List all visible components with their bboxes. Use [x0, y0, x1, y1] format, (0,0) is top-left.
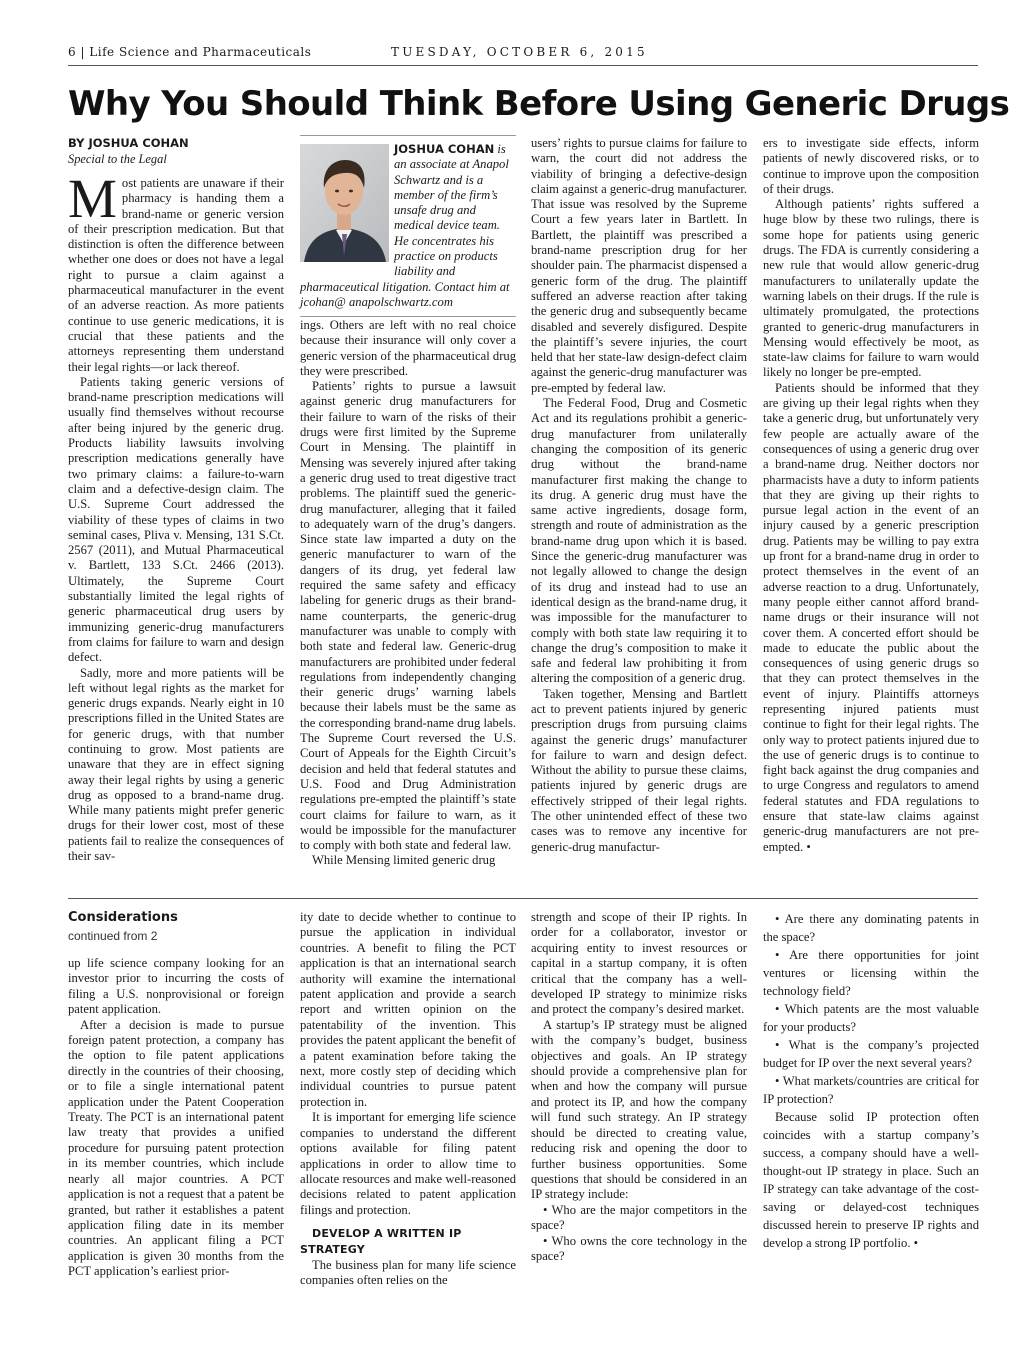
list-item: • Who owns the core technology in the space?	[531, 1233, 747, 1263]
list-item: • What is the company’s projected budget for IP over the next several years?	[763, 1038, 979, 1070]
list-item: • Which patents are the most valuable for your products?	[763, 1002, 979, 1034]
list-item: • Who are the major competitors in the space?	[531, 1202, 747, 1233]
article-paragraph: users’ rights to pursue claims for failure to warn, the court did not address the viability of bringing a defective-design claim against a generic-drug manufacturer. That issue was resolved by the Supreme Court a few years later in Bartlett. In Bartlett, the plaintiff was prescribed a brand-name prescription drug for her shoulder pain. The pharmacist dispensed a generic form of the drug. The plaintiff suffered an adverse reaction after taking the generic drug and subsequently became disabled and severely disfigured. Despite the plaintiff’s severe injuries, the court held that her state-law design-defect claim against the generic-drug manufacturer was pre-empted by federal law.	[531, 136, 747, 395]
list-item: • Are there opportunities for joint ventures or licensing within the technology field?	[763, 948, 979, 998]
page-number-section: 6 | Life Science and Pharmaceuticals	[68, 45, 312, 59]
author-bio-text	[300, 142, 516, 310]
article-paragraph: It is important for emerging life science companies to understand the different options available for filing patent applications in order to allow time to allocate resources and make well-reasoned decisions related to patent application filings and protection.	[300, 1110, 516, 1217]
article-column-3	[531, 136, 747, 855]
bio-description: is an associate at Anapol Schwartz and is a member of the firm’s unsafe drug and medical device team. He concentrates his practice on products liability and pharmaceutical litigation. Contact him at jcohan@ anapolschwartz.com	[300, 142, 510, 309]
article-column-2	[300, 318, 516, 869]
article-paragraph: Patients taking generic versions of brand-name prescription medications will usually find themselves without recourse after being injured by the generic drug. Products liability lawsuits involving prescription medications generally have two primary claims: a failure-to-warn claim and a defective-design claim. The U.S. Supreme Court addressed the viability of these types of claims in two seminal cases, Pliva v. Mensing, 131 S.Ct. 2567 (2011), and Mutual Pharmaceutical v. Bartlett, 133 S.Ct. 2466 (2013). Ultimately, the Supreme Court substantially limited the legal rights of generic pharmaceutical drug users by immunizing generic-drug manufacturers from claims for failure to warn and design defect.	[68, 374, 284, 665]
article-paragraph: Taken together, Mensing and Bartlett act to prevent patients injured by generic prescription drugs from pursuing claims against the generic drugs’ manufacturer for failure to warn and design defect. Without the ability to pursue these claims, patients injured by generic drugs are effectively stripped of their legal rights. The other unintended effect of these two cases was to remove any incentive for generic-drug manufactur-	[531, 686, 747, 854]
article-column-4	[763, 136, 979, 855]
list-item: • Are there any dominating patents in the space?	[763, 912, 979, 944]
article-paragraph: Although patients’ rights suffered a huge blow by these two rulings, there is some hope for patients using generic drugs. The FDA is currently considering a new rule that would allow generic-drug manufacturers to unilaterally update the warning labels on their drugs. If the rule is ultimately promulgated, the protections granted to generic-drug manufacturers in Mensing would effectively be moot, as state-law claims for failure to warn would likely no longer be pre-empted.	[763, 197, 979, 380]
issue-date: TUESDAY, OCTOBER 6, 2015	[391, 45, 648, 59]
author-bio-box	[300, 135, 516, 317]
article-paragraph: ity date to decide whether to continue to pursue the application in individual countries. A benefit to filing the PCT application is that an international search authority will examine the international patent application and provide a search report and written opinion on the patentability of the invention. This provides the patent applicant the benefit of a patent examination before taking the next, more costly step of deciding which individual countries to pursue patent protection in.	[300, 910, 516, 1109]
article-paragraph: strength and scope of their IP rights. In order for a collaborator, investor or acquiring entity to invest resources or capital in a startup company, it is often critical that the company has a well-developed IP strategy to minimize risks and protect the company’s desired market.	[531, 910, 747, 1017]
considerations-column-4	[763, 910, 979, 1252]
article-column-1	[68, 168, 284, 864]
article-paragraph: up life science company looking for an investor prior to incurring the costs of filing a U.S. nonprovisional or foreign patent application.	[68, 956, 284, 1017]
considerations-column-3	[531, 910, 747, 1264]
list-item: • What markets/countries are critical for IP protection?	[763, 1074, 979, 1106]
article-paragraph: The business plan for many life science companies often relies on the	[300, 1257, 516, 1288]
article-headline: Why You Should Think Before Using Generic Drugs	[68, 84, 1010, 124]
article-paragraph: ings. Others are left with no real choice because their insurance will only cover a generic version of the pharmaceutical drug they were prescribed.	[300, 318, 516, 378]
article-paragraph: Sadly, more and more patients will be left without legal rights as the market for generic drugs expands. Nearly eight in 10 prescriptions filled in the United States are for generic drugs, with that number continuing to grow. Most patients are unaware that they are in effect signing away their legal rights by using a generic drug as opposed to a brand-name drug. While many patients might prefer generic drugs for their lower cost, most of these patients fail to realize the consequences of their sav-	[68, 665, 284, 864]
considerations-title: Considerations	[68, 910, 178, 925]
author-photo	[300, 142, 389, 268]
article-paragraph: While Mensing limited generic drug	[312, 853, 496, 868]
article-paragraph: After a decision is made to pursue foreign patent protection, a company has the option to file patent applications directly in the countries of their choosing, or to file a single international patent application under the Patent Cooperation Treaty. The PCT is an international patent law treaty that provides a unified procedure for pursuing patent protection in its member countries, which include nearly all major countries. A PCT application is not a request that a patent be granted, but rather it establishes a patent application filing date in its member countries. An applicant filing a PCT application is given 30 months from the PCT application’s earliest prior-	[68, 1017, 284, 1279]
article-paragraph: Most patients are unaware if their pharmacy is handing them a brand-name or generic version of their prescription medication. But that distinction is often the difference between whether one does or does not have a legal right to pursue a claim against a pharmaceutical manufacturer in the event of an adverse reaction. As more patients continue to use generic medications, it is crucial that these patients and the attorneys representing them understand their legal rights—or lack thereof.	[68, 168, 284, 374]
article-paragraph: Because solid IP protection often coincides with a startup company’s success, a company should have a well-thought-out IP strategy in place. Such an IP strategy can take advantage of the cost-saving or delayed-cost techniques discussed herein to preserve IP rights and develop a strong IP portfolio. •	[763, 1110, 979, 1250]
drop-cap: M	[68, 168, 117, 229]
page-header	[68, 40, 978, 64]
header-divider	[68, 65, 978, 66]
article-paragraph: A startup’s IP strategy must be aligned with the company’s budget, business objectives and goals. An IP strategy should provide a comprehensive plan for when and how the company will pursue and protect its IP, and how the company will fund such strategy. An IP strategy should be directed to creating value, reducing risk and opening the door to further business opportunities. Some questions that should be considered in an IP strategy include:	[531, 1017, 747, 1202]
considerations-column-1	[68, 956, 284, 1280]
article-paragraph: Patients’ rights to pursue a lawsuit against generic drug manufacturers for their failure to warn of the risks of their drugs were first limited by the Supreme Court in Mensing. The plaintiff in Mensing was severely injured after taking a generic drug used to treat digestive tract problems. The plaintiff sued the generic-drug manufacturer, alleging that it failed to adequately warn of the drug’s dangers. Since state law imparted a duty on the generic manufacturer to warn of the dangers of its drug, yet federal law required the same safety and efficacy labeling for generic drugs as their brand-name counterparts, the generic-drug manufacturer was unable to comply with both state and federal law. Generic-drug manufacturers are prohibited under federal regulations from independently changing their generic drugs’ warning labels because their labels must be the same as the corresponding brand-name drug labels. The Supreme Court reversed the U.S. Court of Appeals for the Eighth Circuit’s decision and held that federal statutes and U.S. Food and Drug Administration regulations pre-empted the plaintiff’s state court claims for failure to warn, as it would be impossible for the manufacturer to comply with both state and federal law.	[300, 379, 516, 853]
considerations-column-2	[300, 910, 516, 1289]
byline-affiliation: Special to the Legal	[68, 152, 167, 166]
continued-from-note: continued from 2	[68, 929, 158, 943]
article-paragraph: Patients should be informed that they are giving up their legal rights when they take a generic drug, but unfortunately very few people are actually aware of the consequences of using a generic drug over a brand-name drug. Neither doctors nor pharmacists have a duty to inform patients that they are giving up their rights to pursue legal action in the event of an injury caused by a generic prescription drug. Patients may be willing to pay extra up front for a brand-name drug in order to protect themselves in the event of an adverse reaction to a drug. Unfortunately, many people either cannot afford brand-name drugs or their insurance will not cover them. A concerted effort should be made to educate the public about the consequences of using generic drugs so that they can protect themselves in the event of injury. Plaintiffs attorneys representing injured patients must continue to fight for their legal rights. The only way to protect patients injured due to the use of generic drugs is to continue to fight back against the drug companies and to urge Congress and regulators to amend federal statutes and FDA regulations to ensure that state-law claims against generic-drug manufacturers are not pre-empted. •	[763, 380, 979, 854]
section-divider	[68, 898, 978, 899]
article-paragraph: ers to investigate side effects, inform patients of newly discovered risks, or to continue to improve upon the composition of their drugs.	[763, 136, 979, 196]
section-subhead: DEVELOP A WRITTEN IP STRATEGY	[300, 1227, 462, 1256]
byline: BY JOSHUA COHAN	[68, 136, 189, 150]
article-paragraph: The Federal Food, Drug and Cosmetic Act and its regulations prohibit a generic-drug manufacturer from unilaterally changing the composition of its generic drug without the brand-name manufacturer first making the change to its drug. A generic drug must have the same active ingredients, dosage form, strength and route of administration as the brand-name drug upon which it is based. Since the generic-drug manufacturer was not legally allowed to change the design of its drug and instead had to use an identical design as the brand-name drug, it was impossible for the manufacturer to comply with both state law requiring it to change the drug’s composition to make it safe and federal law prohibiting it from altering the composition of a generic drug.	[531, 396, 747, 686]
bio-author-name: JOSHUA COHAN	[394, 142, 495, 156]
